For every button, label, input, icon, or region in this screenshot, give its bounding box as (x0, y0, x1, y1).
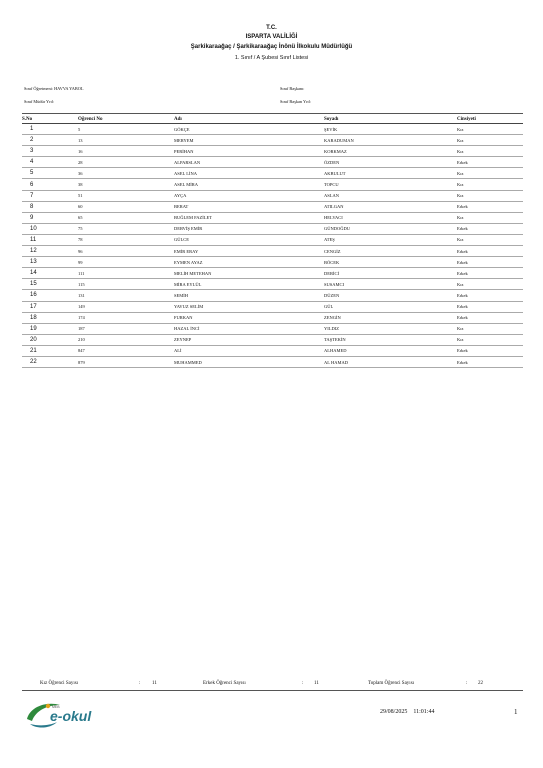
cell-surname: ZENGİN (324, 312, 457, 323)
table-row (22, 268, 523, 279)
cell-gender: Erkek (457, 345, 523, 356)
cell-sno: 2 (22, 135, 78, 146)
cell-surname: YILDIZ (324, 323, 457, 334)
cell-student-no: 149 (78, 301, 174, 312)
cell-gender: Kız (457, 124, 523, 135)
cell-surname: AKBULUT (324, 168, 457, 179)
table-row (22, 146, 523, 157)
cell-student-no: 131 (78, 290, 174, 301)
cell-student-no: 28 (78, 157, 174, 168)
total-count-label: Toplam Öğrenci Sayısı (368, 681, 415, 686)
girls-count-label: Kız Öğrenci Sayısı (40, 681, 79, 686)
cell-gender: Kız (457, 179, 523, 190)
girls-count-value: 11 (152, 681, 157, 686)
cell-gender: Erkek (457, 312, 523, 323)
footer-rule (22, 690, 523, 691)
cell-surname: SUSAMCI (324, 279, 457, 290)
cell-name: DERVİŞ EMİR (174, 223, 324, 234)
table-row (22, 168, 523, 179)
cell-student-no: 38 (78, 179, 174, 190)
cell-surname: KARADUMAN (324, 135, 457, 146)
cell-student-no: 51 (78, 190, 174, 201)
cell-surname: ATILGAN (324, 201, 457, 212)
vice-principal-label: Sınıf Müdür Yrd: (24, 99, 54, 104)
cell-sno: 9 (22, 212, 78, 223)
logo-meb-text: MEB (52, 705, 60, 709)
header-tc: T.C. (266, 25, 277, 31)
cell-gender: Erkek (457, 157, 523, 168)
cell-student-no: 78 (78, 234, 174, 245)
cell-gender: Kız (457, 135, 523, 146)
header-school: Şarkikaraağaç / Şarkikaraağaç İnönü İlkokulu Müdürlüğü (190, 44, 353, 50)
cell-surname: DÜZEN (324, 290, 457, 301)
cell-name: EMİR ERAY (174, 246, 324, 257)
table-row (22, 201, 523, 212)
page-number: 1 (514, 708, 518, 716)
cell-sno: 17 (22, 301, 78, 312)
table-row (22, 179, 523, 190)
table-body (22, 124, 523, 368)
cell-surname: ASLAN (324, 190, 457, 201)
cell-student-no: 13 (78, 135, 174, 146)
cell-gender: Erkek (457, 356, 523, 367)
cell-surname: AL HAMAD (324, 356, 457, 367)
cell-gender: Kız (457, 234, 523, 245)
cell-sno: 10 (22, 223, 78, 234)
cell-name: MUHAMMED (174, 356, 324, 367)
cell-surname: DERİCİ (324, 268, 457, 279)
cell-sno: 7 (22, 190, 78, 201)
cell-gender: Kız (457, 190, 523, 201)
top-rule (22, 113, 523, 114)
cell-gender: Kız (457, 146, 523, 157)
cell-surname: TAŞTEKİN (324, 334, 457, 345)
cell-student-no: 115 (78, 279, 174, 290)
cell-sno: 16 (22, 290, 78, 301)
col-header-gender: Cinsiyeti (457, 116, 523, 124)
cell-name: ASEL MİRA (174, 179, 324, 190)
cell-name: ASEL LİNA (174, 168, 324, 179)
cell-name: ZEYNEP (174, 334, 324, 345)
cell-name: YAVUZ SELİM (174, 301, 324, 312)
table-row (22, 257, 523, 268)
table-row (22, 345, 523, 356)
cell-surname: ATEŞ (324, 234, 457, 245)
cell-surname: KORKMAZ (324, 146, 457, 157)
cell-gender: Kız (457, 212, 523, 223)
cell-sno: 3 (22, 146, 78, 157)
cell-sno: 5 (22, 168, 78, 179)
teacher-label: Sınıf Öğretmeni: HAVVA YABOL (24, 86, 84, 91)
president-label: Sınıf Başkanı: (280, 86, 305, 91)
vice-president-label: Sınıf Başkan Yrd: (280, 99, 311, 104)
logo-brand-text: e-okul (50, 708, 92, 724)
e-okul-logo-mark (24, 699, 124, 731)
cell-name: FURKAN (174, 312, 324, 323)
cell-name: MELİH METEHAN (174, 268, 324, 279)
cell-name: PERİHAN (174, 146, 324, 157)
cell-surname: HELVACI (324, 212, 457, 223)
cell-sno: 13 (22, 257, 78, 268)
cell-gender: Erkek (457, 246, 523, 257)
e-okul-logo (24, 699, 124, 731)
cell-student-no: 16 (78, 146, 174, 157)
cell-sno: 19 (22, 323, 78, 334)
cell-sno: 11 (22, 234, 78, 245)
cell-gender: Erkek (457, 257, 523, 268)
cell-gender: Kız (457, 323, 523, 334)
cell-gender: Erkek (457, 301, 523, 312)
cell-surname: ŞEVİK (324, 124, 457, 135)
cell-name: SEMİH (174, 290, 324, 301)
col-header-name: Adı (174, 116, 324, 124)
cell-surname: TOPCU (324, 179, 457, 190)
cell-student-no: 60 (78, 201, 174, 212)
cell-student-no: 96 (78, 246, 174, 257)
cell-surname: GÜNDOĞDU (324, 223, 457, 234)
col-header-surname: Soyadı (324, 116, 457, 124)
cell-name: GÖKÇE (174, 124, 324, 135)
cell-surname: BÖCEK (324, 257, 457, 268)
cell-student-no: 111 (78, 268, 174, 279)
cell-name: MİRA EYLÜL (174, 279, 324, 290)
cell-student-no: 5 (78, 124, 174, 135)
cell-sno: 15 (22, 279, 78, 290)
cell-sno: 1 (22, 124, 78, 135)
header-valilik: ISPARTA VALİLİĞİ (245, 34, 298, 40)
cell-name: GÜLCE (174, 234, 324, 245)
cell-gender: Kız (457, 279, 523, 290)
table-row (22, 223, 523, 234)
cell-sno: 8 (22, 201, 78, 212)
cell-surname: CENGİZ (324, 246, 457, 257)
boys-count-value: 11 (314, 681, 319, 686)
cell-surname: GÜL (324, 301, 457, 312)
cell-gender: Erkek (457, 223, 523, 234)
table-row (22, 234, 523, 245)
cell-name: ALİ (174, 345, 324, 356)
table-row (22, 323, 523, 334)
cell-name: BUĞLEM FAZİLET (174, 212, 324, 223)
cell-sno: 22 (22, 356, 78, 367)
boys-count-label: Erkek Öğrenci Sayısı (203, 681, 246, 686)
girls-colon: : (139, 681, 141, 686)
col-header-student-no: Öğrenci No (78, 116, 174, 124)
table-row (22, 356, 523, 367)
cell-gender: Erkek (457, 290, 523, 301)
cell-name: EYMEN AYAZ (174, 257, 324, 268)
cell-sno: 20 (22, 334, 78, 345)
col-header-sno: S.No (22, 116, 78, 124)
cell-student-no: 75 (78, 223, 174, 234)
cell-surname: ALHAMED (324, 345, 457, 356)
cell-sno: 6 (22, 179, 78, 190)
cell-gender: Kız (457, 334, 523, 345)
cell-surname: ÖZDEN (324, 157, 457, 168)
cell-sno: 12 (22, 246, 78, 257)
cell-student-no: 187 (78, 323, 174, 334)
cell-sno: 14 (22, 268, 78, 279)
cell-name: AYÇA (174, 190, 324, 201)
cell-name: ALPARSLAN (174, 157, 324, 168)
cell-sno: 4 (22, 157, 78, 168)
table-row (22, 312, 523, 323)
cell-student-no: 99 (78, 257, 174, 268)
cell-sno: 18 (22, 312, 78, 323)
table-row (22, 290, 523, 301)
table-row (22, 246, 523, 257)
boys-colon: : (302, 681, 304, 686)
table-row (22, 135, 523, 146)
total-count-value: 22 (478, 681, 483, 686)
total-colon: : (466, 681, 468, 686)
print-datetime: 29/08/2025 11:01:44 (380, 709, 435, 715)
cell-student-no: 65 (78, 212, 174, 223)
table-header-row (22, 116, 523, 124)
cell-name: MERYEM (174, 135, 324, 146)
header-class-list: 1. Sınıf / A Şubesi Sınıf Listesi (234, 55, 309, 61)
cell-name: HAZAL İNCİ (174, 323, 324, 334)
cell-gender: Kız (457, 168, 523, 179)
cell-student-no: 36 (78, 168, 174, 179)
cell-student-no: 174 (78, 312, 174, 323)
table-row (22, 334, 523, 345)
table-row (22, 301, 523, 312)
cell-gender: Erkek (457, 201, 523, 212)
cell-sno: 21 (22, 345, 78, 356)
cell-student-no: 210 (78, 334, 174, 345)
table-row (22, 279, 523, 290)
table-row (22, 124, 523, 135)
student-table (22, 116, 523, 368)
table-row (22, 157, 523, 168)
cell-name: BERAT (174, 201, 324, 212)
cell-gender: Erkek (457, 268, 523, 279)
cell-student-no: 879 (78, 356, 174, 367)
cell-student-no: 847 (78, 345, 174, 356)
table-row (22, 212, 523, 223)
table-row (22, 190, 523, 201)
